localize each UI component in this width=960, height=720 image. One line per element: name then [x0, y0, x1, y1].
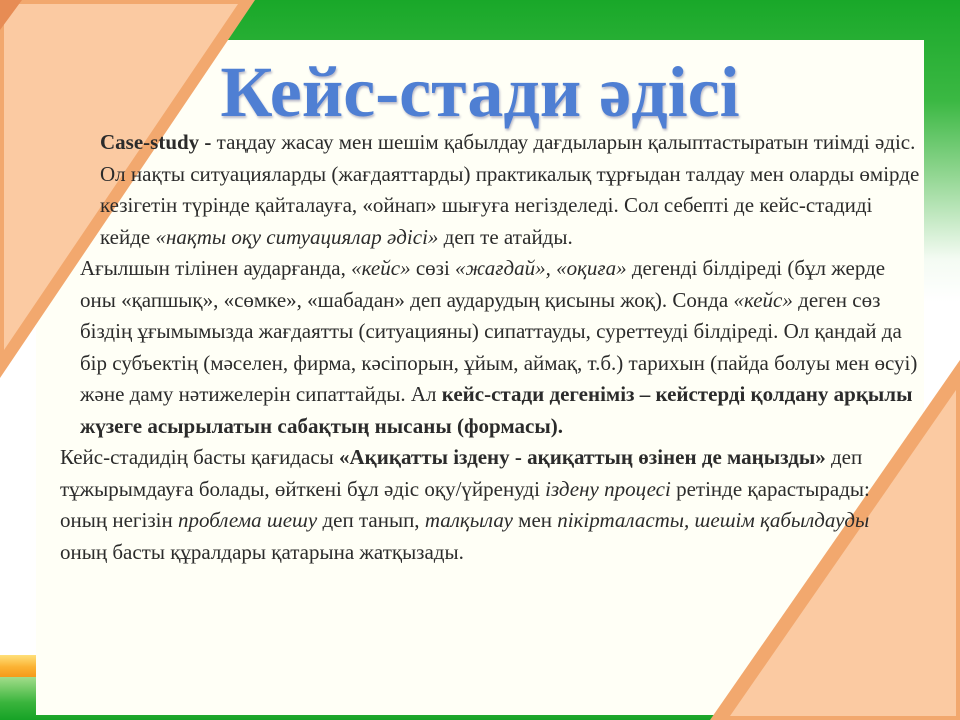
p2-text-4: деген сөз біздің ұғымымызда жағдаятты (ситуацияны) сипаттауды, суреттеуді білдіреді. Ол қандай да бір субъектің (мәселен, фирма, кәсіпорын, ұйым, аймақ, т.б.) тарихын (пайда болуы мен өсуі) және даму нәтижелерін сипаттайды. Ал	[80, 287, 918, 406]
p2-italic-3: «кейс»	[733, 287, 793, 312]
p3-text-6: оның басты құралдары қатарына жатқызады.	[60, 539, 464, 564]
slide-body	[40, 127, 920, 568]
p3-text-4: деп танып,	[317, 508, 425, 532]
p1-text-1: таңдау жасау мен шешім қабылдау дағдыларын қалыптастыратын тиімді әдіс. Ол нақты ситуацияларды (жағдаяттарды) практикалық тұрғыдан талдау мен оларды өмірде кезігетін түрінде қайталауға, «ойнап» шығуға негізделеді. Сол себепті де кейс-стадиді кейде	[100, 130, 920, 249]
case-study-term: Case-study -	[100, 130, 217, 154]
p2-text-3: дегенді білдіреді (бұл жерде оны «қапшық», «сөмке», «шабадан» деп аударудың қисыны жоқ). Сонда	[80, 256, 886, 312]
p1-italic-1: «нақты оқу ситуациялар әдісі»	[155, 224, 439, 249]
paragraph-2	[40, 253, 920, 442]
p3-text-2: деп тұжырымдауға болады, өйткені бұл әдіс оқу/үйренуді	[60, 445, 863, 501]
p3-italic-1: іздену процесі	[545, 476, 671, 501]
slide-title: Кейс-стади әдісі	[220, 52, 740, 132]
p2-text-1: Ағылшын тілінен аударғанда,	[80, 256, 352, 280]
p3-italic-4: пікірталасты, шешім қабылдауды	[557, 508, 870, 532]
p3-text-1: Кейс-стадидің басты қағидасы	[60, 445, 340, 469]
p3-text-5: мен	[512, 508, 558, 532]
p3-italic-3: талқылау	[424, 508, 513, 532]
p3-italic-2: проблема шешу	[177, 508, 318, 532]
p2-bold-1: кейс-стади дегеніміз – кейстерді қолдану арқылы жүзеге асырылатын сабақтың нысаны (формасы).	[80, 382, 913, 438]
p3-text-3: ретінде қарастырады: оның негізін	[60, 476, 870, 532]
paragraph-3	[40, 442, 920, 568]
p2-italic-2: «жағдай», «оқиға»	[455, 256, 627, 280]
paragraph-1	[40, 127, 920, 253]
p2-text-2: сөзі	[410, 256, 456, 280]
p3-bold-1: «Ақиқатты іздену - ақиқаттың өзінен де маңызды»	[339, 445, 826, 469]
p1-text-2: деп те атайды.	[438, 224, 573, 249]
p2-italic-1: «кейс»	[351, 256, 411, 280]
